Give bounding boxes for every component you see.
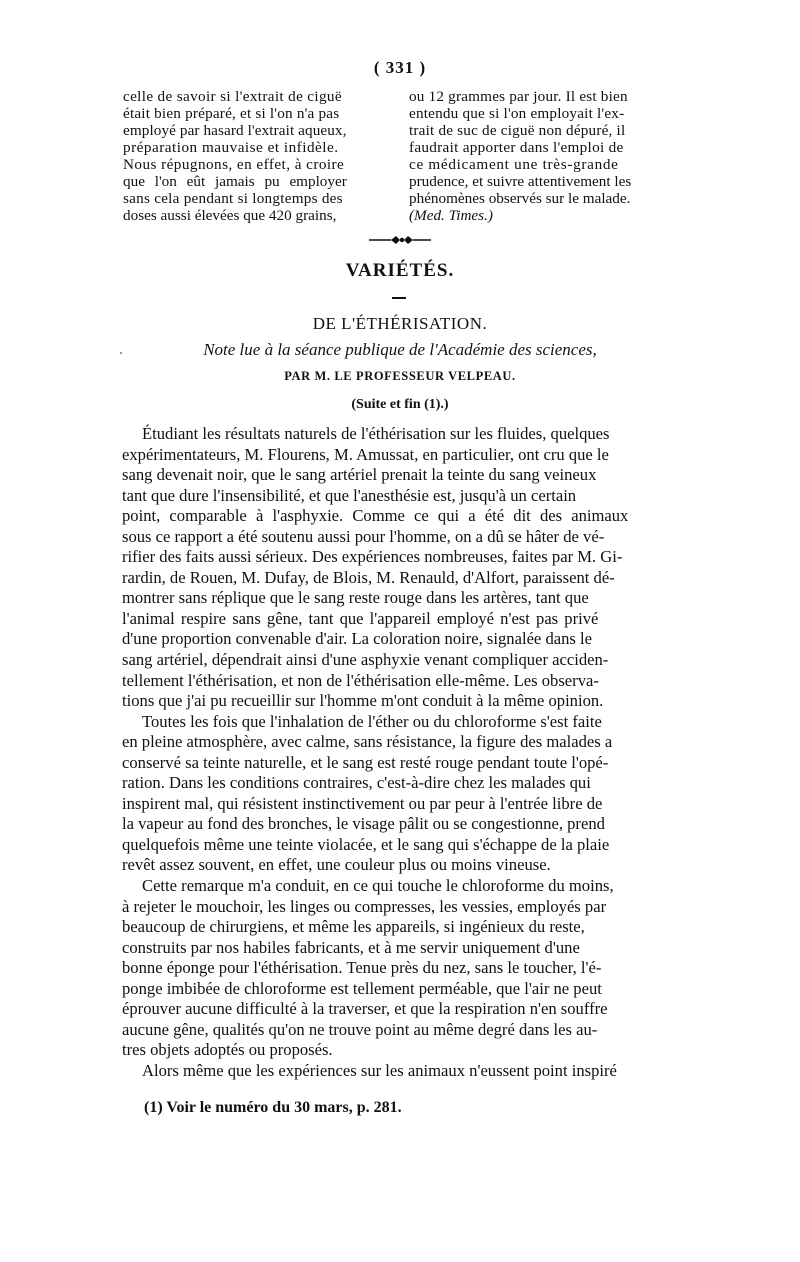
text-line: Nous répugnons, en effet, à croire	[123, 156, 345, 173]
text-line: employé par hasard l'extrait aqueux,	[123, 122, 347, 139]
text-line: bonne éponge pour l'éthérisation. Tenue près du nez, sans le toucher, l'é-	[122, 958, 602, 978]
text-line: sang artériel, dépendrait ainsi d'une asphyxie venant compliquer acciden-	[122, 650, 609, 670]
left-column	[123, 88, 398, 224]
text-line: conservé sa teinte naturelle, et le sang est resté rouge pendant toute l'opé-	[122, 752, 609, 772]
article-body	[122, 424, 682, 1082]
text-line: montrer sans réplique que le sang reste rouge dans les artères, tant que	[122, 588, 589, 608]
text-line: la vapeur au fond des bronches, le visage pâlit ou se congestionne, prend	[122, 814, 605, 834]
text-line: aucune gêne, qualités qu'on ne trouve point au même degré dans les au-	[122, 1019, 598, 1039]
article-title: DE L'ÉTHÉRISATION.	[312, 314, 488, 333]
text-line: Cette remarque m'a conduit, en ce qui touche le chloroforme du moins,	[142, 876, 614, 896]
text-line: entendu que si l'on employait l'ex-	[409, 105, 625, 122]
section-title: VARIÉTÉS.	[345, 260, 455, 281]
text-line: que l'on eût jamais pu employer	[123, 173, 347, 190]
text-line: point, comparable à l'asphyxie. Comme ce qui a été dit des animaux	[122, 506, 629, 526]
short-rule	[392, 297, 406, 299]
text-line: Toutes les fois que l'inhalation de l'éther ou du chloroforme s'est faite	[142, 711, 602, 731]
text-line: sous ce rapport a été soutenu aussi pour l'homme, on a dû se hâter de vé-	[122, 526, 605, 546]
article-subtitle: Note lue à la séance publique de l'Académie des sciences,	[203, 340, 597, 359]
text-line: ce médicament une très-grande	[409, 156, 619, 173]
right-column	[409, 88, 684, 224]
text-line: en pleine atmosphère, avec calme, sans résistance, la figure des malades a	[122, 732, 613, 752]
text-line: phénomènes observés sur le malade.	[409, 190, 631, 207]
text-line: construits par nos habiles fabricants, et à me servir uniquement d'une	[122, 937, 580, 957]
text-line: éprouver aucune difficulté à la traverser, et que la respiration n'en souffre	[122, 999, 608, 1019]
continuation-note: (Suite et fin (1).)	[351, 397, 449, 412]
text-line: tant que dure l'insensibilité, et que l'anesthésie est, jusqu'à un certain	[122, 485, 577, 505]
text-line: sang devenait noir, que le sang artériel prenait la teinte du sang veineux	[122, 465, 597, 485]
text-line: celle de savoir si l'extrait de ciguë	[123, 88, 342, 105]
text-line: faudrait apporter dans l'emploi de	[409, 139, 624, 156]
text-line: préparation mauvaise et infidèle.	[123, 139, 339, 156]
text-line: Étudiant les résultats naturels de l'éthérisation sur les fluides, quelques	[142, 424, 610, 443]
text-line: était bien préparé, et si l'on n'a pas	[123, 105, 340, 122]
text-line: rardin, de Rouen, M. Dufay, de Blois, M. Renauld, d'Alfort, paraissent dé-	[122, 567, 615, 587]
text-line: prudence, et suivre attentivement les	[409, 173, 632, 190]
text-line: tres objets adoptés ou proposés.	[122, 1040, 333, 1060]
text-line: ration. Dans les conditions contraires, c'est-à-dire chez les malades qui	[122, 773, 591, 793]
text-line: tellement l'éthérisation, et non de l'éthérisation elle-même. Les observa-	[122, 670, 599, 690]
text-line: sans cela pendant si longtemps des	[123, 190, 343, 207]
text-line: à rejeter le mouchoir, les linges ou compresses, les vessies, employés par	[122, 896, 607, 916]
speck	[120, 352, 122, 354]
article-author: PAR M. LE PROFESSEUR VELPEAU.	[284, 369, 516, 383]
ornament-divider-icon	[360, 235, 440, 245]
text-line: ponge imbibée de chloroforme est tellement perméable, que l'air ne peut	[122, 978, 602, 998]
text-line: trait de suc de ciguë non dépuré, il	[409, 122, 626, 139]
footnote: (1) Voir le numéro du 30 mars, p. 281.	[144, 1099, 402, 1116]
text-line: (Med. Times.)	[409, 207, 493, 224]
text-line: inspirent mal, qui résistent instinctivement ou par peur à l'entrée libre de	[122, 793, 603, 813]
text-line: tions que j'ai pu recueillir sur l'homme m'ont conduit à la même opinion.	[122, 691, 604, 711]
text-line: beaucoup de chirurgiens, et même les appareils, si ingénieux du reste,	[122, 917, 585, 937]
page-number: ( 331 )	[373, 58, 427, 77]
text-line: rifier des faits aussi sérieux. Des expériences nombreuses, faites par M. Gi-	[122, 547, 623, 567]
text-line: quelquefois même une teinte violacée, et le sang qui s'échappe de la plaie	[122, 834, 610, 854]
text-line: l'animal respire sans gêne, tant que l'appareil employé n'est pas privé	[122, 608, 599, 628]
text-line: d'une proportion convenable d'air. La coloration noire, signalée dans le	[122, 629, 592, 649]
text-line: expérimentateurs, M. Flourens, M. Amussat, en particulier, ont cru que le	[122, 444, 609, 464]
text-line: revêt assez souvent, en effet, une couleur plus ou moins vineuse.	[122, 855, 551, 875]
text-line: ou 12 grammes par jour. Il est bien	[409, 88, 628, 105]
text-line: Alors même que les expériences sur les animaux n'eussent point inspiré	[142, 1060, 617, 1080]
text-line: doses aussi élevées que 420 grains,	[123, 207, 337, 224]
